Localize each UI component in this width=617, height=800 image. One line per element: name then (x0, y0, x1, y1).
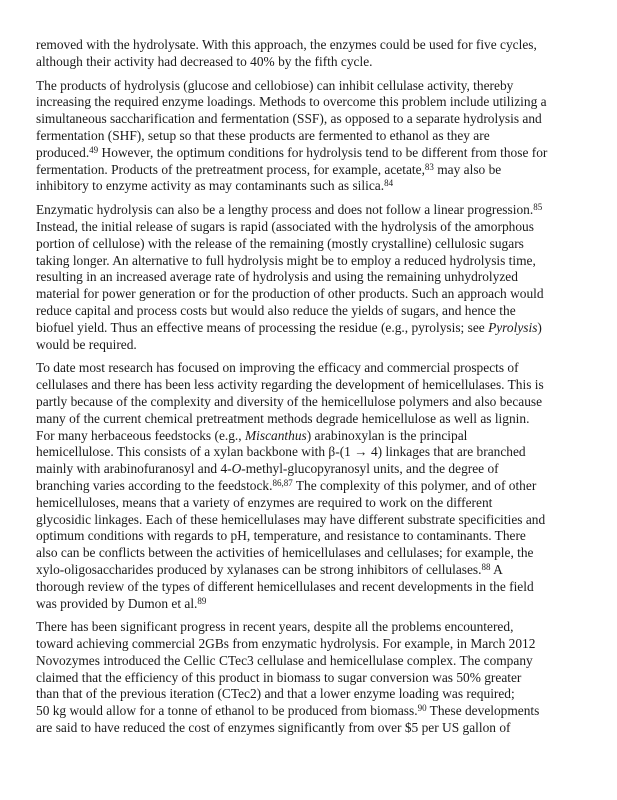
text-run: removed with the hydrolysate. With this approach, the enzymes could be used for five cycles, (36, 37, 537, 52)
text-run: was provided by Dumon et al. (36, 595, 198, 611)
citation-ref: 84 (384, 178, 394, 189)
text-run: xylo-oligosaccharides produced by xylanases can be strong inhibitors of cellulases. (36, 561, 482, 577)
text-run: The products of hydrolysis (glucose and cellobiose) can inhibit cellulase activity, thereby (36, 77, 514, 93)
text-run: cellulases and there has been less activity regarding the development of hemicellulases. This is (36, 377, 544, 393)
text-run: fermentation. Products of the pretreatment process, for example, acetate, (36, 161, 425, 177)
text-run: simultaneous saccharification and fermentation (SSF), as opposed to a separate hydrolysis and (36, 111, 542, 127)
text-line (36, 461, 584, 478)
text-line (36, 111, 584, 128)
text-run: partly because of the complexity and diversity of the hemicellulose polymers and also because (36, 393, 543, 409)
text-run: toward achieving commercial 2GBs from enzymatic hydrolysis. For example, in March 2012 (36, 636, 536, 652)
text-line (36, 686, 584, 703)
text-run: reduce capital and process costs but would also reduce the yields of sugars, and hence the (36, 302, 516, 318)
text-run: also can be conflicts between the activities of hemicellulases and cellulases; for example, the (36, 545, 534, 561)
text-line (36, 411, 584, 428)
text-run: produced. (36, 144, 90, 160)
text-line (36, 54, 584, 71)
text-run: hemicellulose. This consists of a xylan backbone with β-(1 → 4) linkages that are branched (36, 444, 526, 460)
text-run: material for power generation or for the production of other products. Such an approach would (36, 286, 544, 302)
text-line (36, 377, 584, 394)
text-line (36, 703, 584, 720)
text-run: To date most research has focused on improving the efficacy and commercial prospects of (36, 360, 519, 376)
text-line (36, 394, 584, 411)
text-line (36, 670, 584, 687)
text-line (36, 178, 584, 195)
text-run: resulting in an increased average rate of hydrolysis and using the remaining unhydrolyzed (36, 269, 518, 285)
text-run: A (490, 561, 503, 577)
text-run: many of the current chemical pretreatment methods degrade hemicellulose as well as lignin. (36, 410, 530, 426)
text-run: thorough review of the types of different hemicellulases and recent developments in the field (36, 578, 534, 594)
paragraph (36, 360, 584, 612)
citation-ref: 88 (481, 561, 491, 572)
text-line (36, 653, 584, 670)
text-run: Enzymatic hydrolysis can also be a lengthy process and does not follow a linear progression. (36, 202, 534, 218)
text-run: For many herbaceous feedstocks (e.g., (36, 427, 245, 443)
text-line (36, 636, 584, 653)
text-run: would be required. (36, 336, 137, 352)
paragraph (36, 202, 584, 353)
text-run: glycosidic linkages. Each of these hemicellulases may have different substrate specificities and (36, 511, 546, 527)
citation-ref: 90 (417, 703, 427, 714)
citation-ref: 89 (197, 595, 207, 606)
text-run: -methyl-glucopyranosyl units, and the degree of (241, 461, 499, 477)
text-run: Instead, the initial release of sugars is rapid (associated with the hydrolysis of the amorphous (36, 218, 534, 234)
italic-term: Pyrolysis (488, 319, 538, 335)
text-line (36, 596, 584, 613)
paragraph (36, 78, 584, 196)
text-run: claimed that the efficiency of this product in biomass to sugar conversion was 50% greater (36, 669, 522, 685)
text-run: 50 kg would allow for a tonne of ethanol to be produced from biomass. (36, 703, 418, 719)
citation-ref: 49 (89, 144, 99, 155)
text-line (36, 162, 584, 179)
text-run: Novozymes introduced the Cellic CTec3 cellulase and hemicellulase complex. The company (36, 652, 533, 668)
text-run: However, the optimum conditions for hydrolysis tend to be different from those for (98, 144, 548, 160)
text-line (36, 303, 584, 320)
text-run: fermentation (SHF), setup so that these products are fermented to ethanol as they are (36, 127, 490, 143)
text-run: may also be (433, 161, 502, 177)
text-line (36, 286, 584, 303)
text-line (36, 145, 584, 162)
text-line (36, 495, 584, 512)
text-line (36, 545, 584, 562)
text-line (36, 562, 584, 579)
text-line (36, 236, 584, 253)
text-run: taking longer. An alternative to full hydrolysis might be to employ a reduced hydrolysis time, (36, 252, 536, 268)
text-run: although their activity had decreased to 40% by the fifth cycle. (36, 53, 373, 69)
text-line (36, 619, 584, 636)
text-line (36, 269, 584, 286)
text-line (36, 128, 584, 145)
text-run: hemicelluloses, means that a variety of enzymes are required to work on the different (36, 494, 493, 510)
text-line (36, 512, 584, 529)
text-run: increasing the required enzyme loadings. Methods to overcome this problem include utilizing a (36, 94, 547, 110)
italic-term: O (231, 461, 242, 477)
document-page (36, 37, 584, 744)
citation-ref: 85 (533, 202, 543, 213)
text-run: There has been significant progress in recent years, despite all the problems encountered, (36, 619, 514, 635)
text-line (36, 253, 584, 270)
text-run: ) arabinoxylan is the principal (306, 427, 468, 443)
text-line (36, 720, 584, 737)
text-line (36, 428, 584, 445)
text-run: These developments (426, 703, 540, 719)
text-run: ) (537, 319, 542, 335)
text-line (36, 579, 584, 596)
text-line (36, 37, 584, 54)
text-run: biofuel yield. Thus an effective means of processing the residue (e.g., pyrolysis; see (36, 319, 489, 335)
text-line (36, 360, 584, 377)
text-run: branching varies according to the feedstock. (36, 477, 273, 493)
text-line (36, 337, 584, 354)
text-run: than that of the previous iteration (CTec2) and that a lower enzyme loading was required; (36, 686, 515, 702)
text-line (36, 478, 584, 495)
text-line (36, 444, 584, 461)
italic-term: Miscanthus (244, 427, 307, 443)
text-run: inhibitory to enzyme activity as may contaminants such as silica. (36, 178, 385, 194)
citation-ref: 86,87 (272, 477, 293, 488)
text-line (36, 94, 584, 111)
citation-ref: 83 (424, 161, 434, 172)
text-run: are said to have reduced the cost of enzymes significantly from over $5 per US gallon of (36, 720, 511, 736)
text-run: The complexity of this polymer, and of other (292, 477, 537, 493)
paragraph (36, 619, 584, 737)
text-run: portion of cellulose) with the release of the remaining (mostly crystalline) cellulosic sugars (36, 235, 524, 251)
text-run: optimum conditions with regards to pH, temperature, and resistance to contaminants. There (36, 528, 526, 544)
text-line (36, 219, 584, 236)
text-line (36, 320, 584, 337)
text-run: mainly with arabinofuranosyl and 4- (36, 461, 232, 477)
paragraph (36, 37, 584, 71)
text-line (36, 202, 584, 219)
text-line (36, 528, 584, 545)
text-line (36, 78, 584, 95)
